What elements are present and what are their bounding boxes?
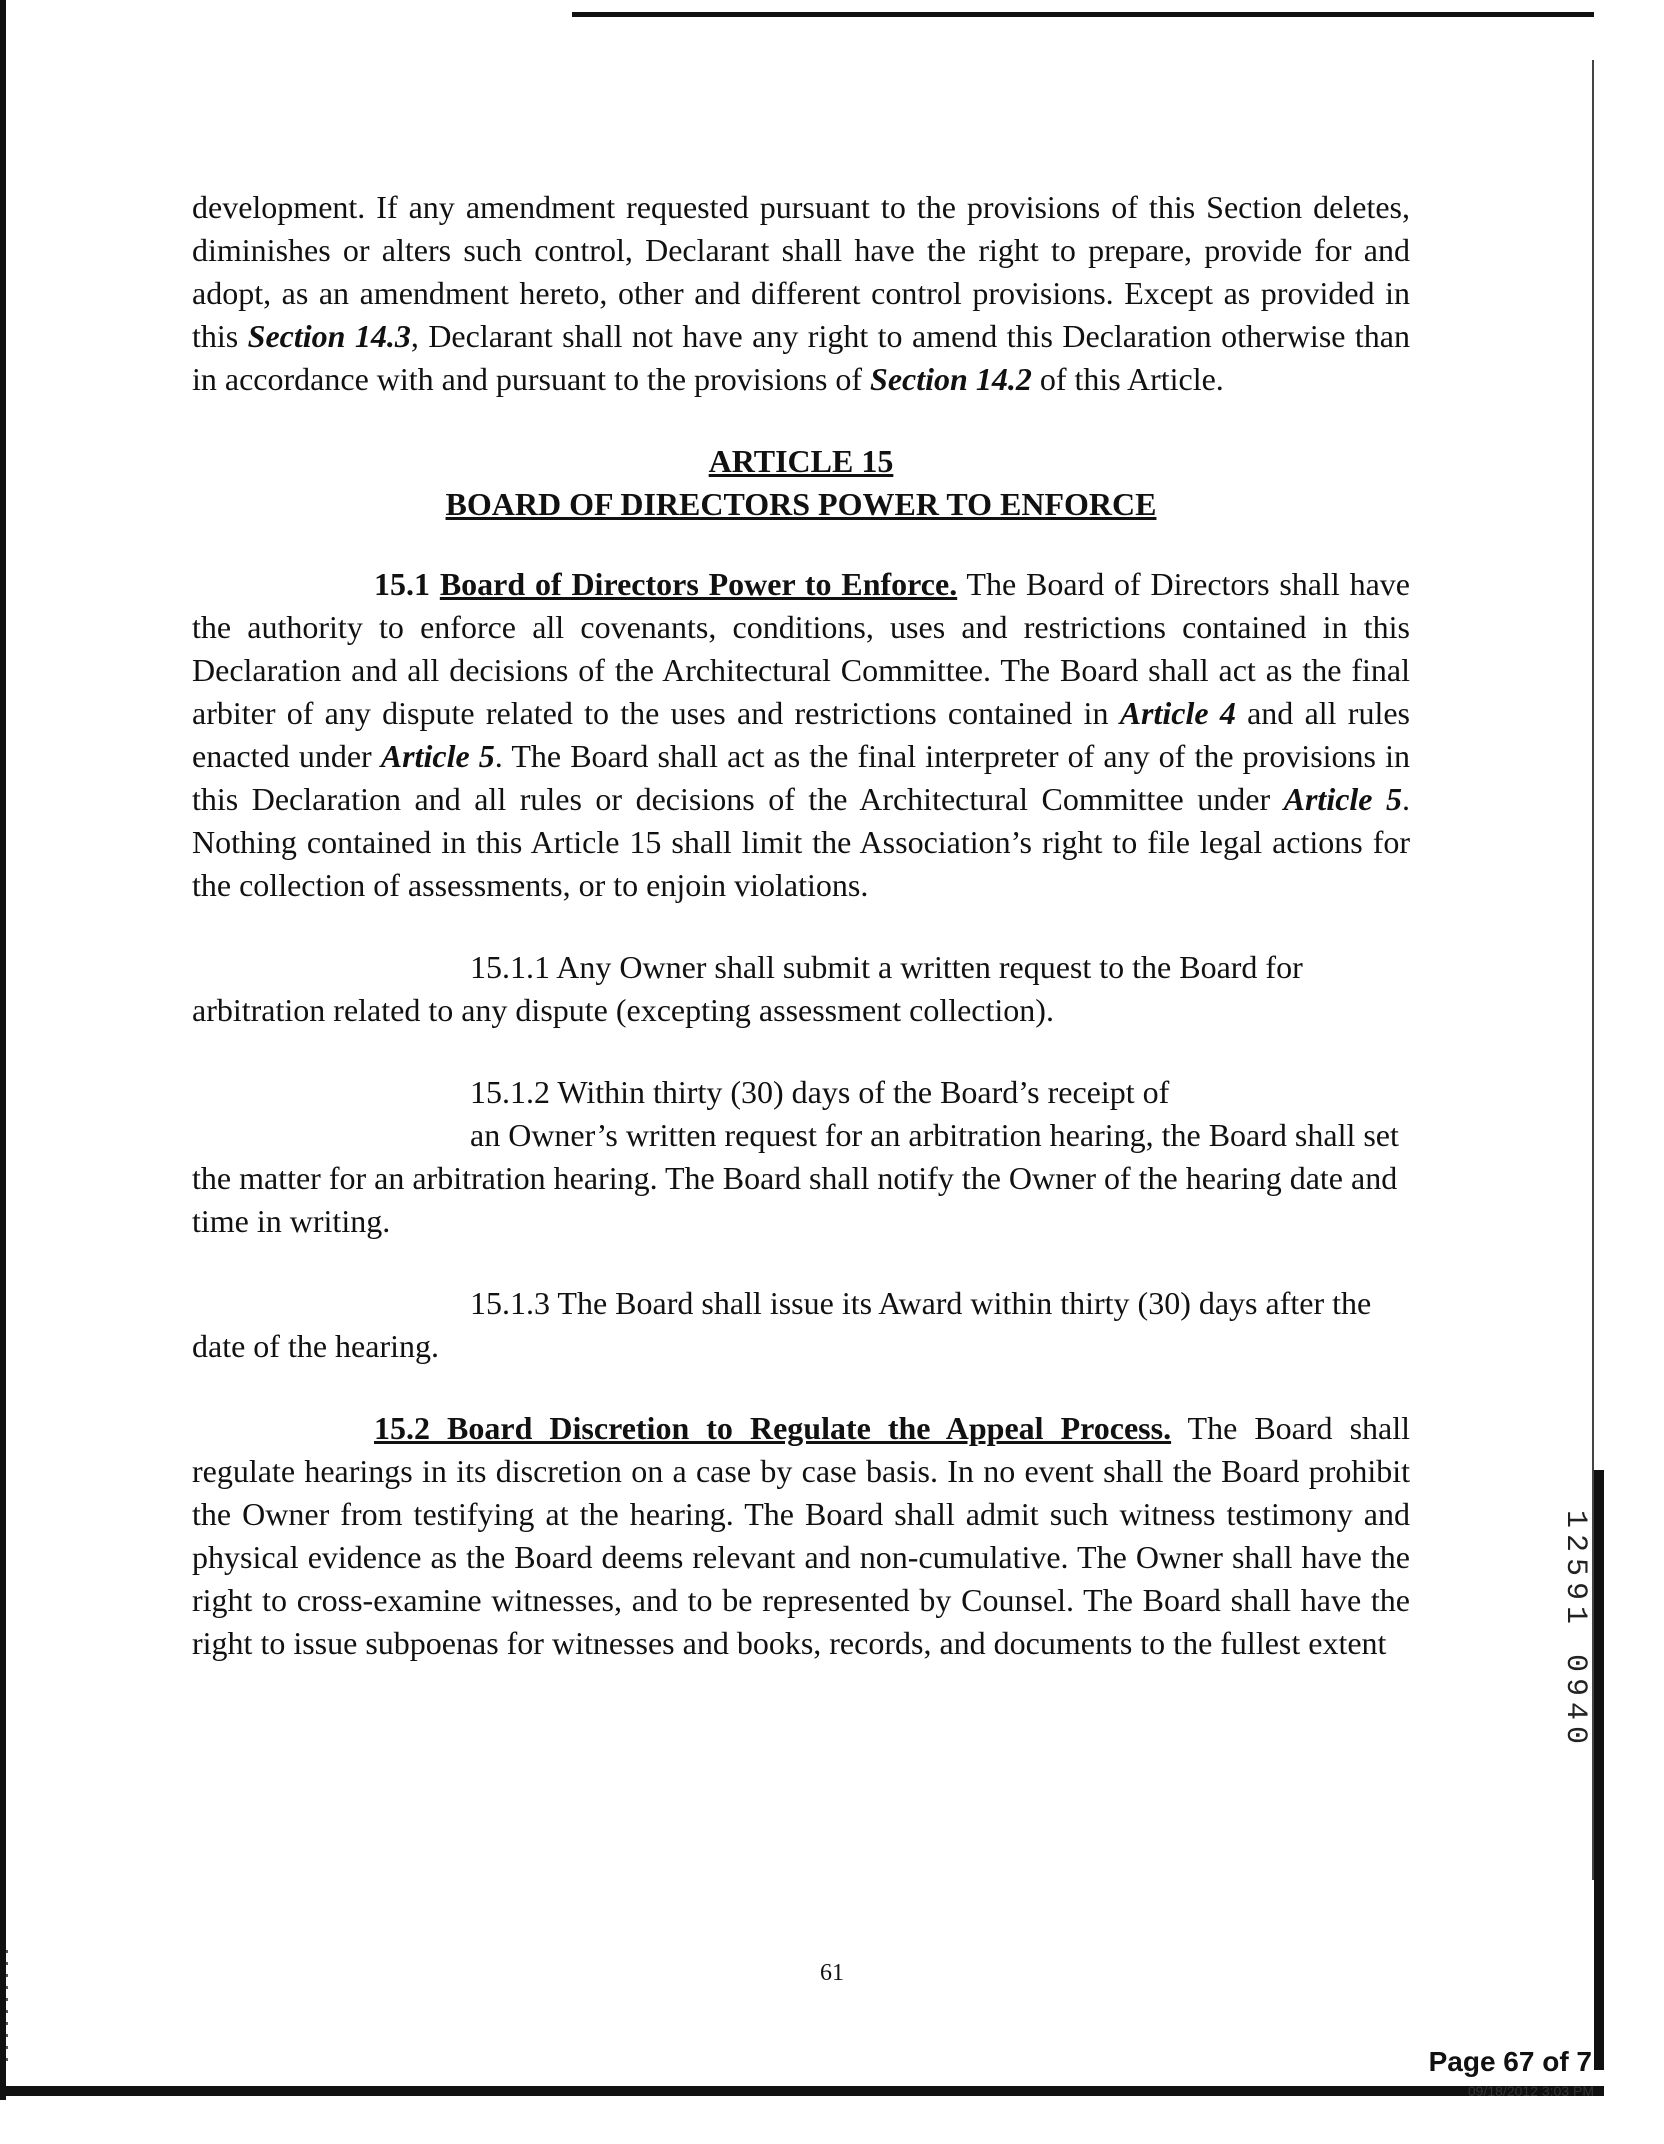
article-reference: Article 5	[380, 738, 495, 774]
section-number: 15.1	[374, 566, 430, 602]
text: and all rules enacted under	[192, 695, 1411, 774]
text: development. If any amendment requested pursuant to the provisions of this Section deletes, diminishes or alters such control, Declarant shall have the right to prepare, provide for and adopt, as an amendment hereto, other and different control provisions. Except as provided in this	[192, 189, 1410, 354]
section-title: Board of Directors Power to Enforce.	[439, 566, 958, 602]
page-number: 61	[820, 1960, 844, 1986]
section-15-1-2-first-line: 15.1.2 Within thirty (30) days of the Board’s receipt of	[470, 1074, 1170, 1110]
section-reference: Section 14.3	[247, 318, 411, 354]
scan-border-bottom	[6, 2086, 1604, 2096]
section-title: 15.2 Board Discretion to Regulate the Appeal Process.	[374, 1410, 1172, 1446]
page-count-stamp: Page 67 of 7	[1428, 2046, 1592, 2077]
recording-number: 12591 0940	[1558, 1510, 1592, 1751]
timestamp-stamp: 09/18/2012 3:03 PM	[1467, 2083, 1594, 2099]
paragraph-continuation	[192, 186, 1410, 401]
article-reference: Article 4	[1119, 695, 1236, 731]
scan-border-top	[572, 12, 1594, 17]
article-reference: Article 5	[1283, 781, 1403, 817]
text: . Nothing contained in this Article 15 shall limit the Association’s right to file legal actions for the collection of assessments, or to enjoin violations.	[192, 781, 1411, 903]
section-reference: Section 14.2	[870, 361, 1032, 397]
text: The Board shall regulate hearings in its discretion on a case by case basis. In no event shall the Board prohibit the Owner from testifying at the hearing. The Board shall admit such witness testimony and physical evidence as the Board deems relevant and non-cumulative. The Owner shall have the right to cross-examine witnesses, and to be represented by Counsel. The Board shall have the right to issue subpoenas for witnesses and books, records, and documents to the fullest extent	[192, 1410, 1411, 1661]
section-15-1-2: an Owner’s written request for an arbitration hearing, the Board shall set the matter for an arbitration hearing. The Board shall notify the Owner of the hearing date and time in writing.	[192, 1117, 1399, 1239]
text: , Declarant shall not have any right to amend this Declaration otherwise than in accordance with and pursuant to the provisions of	[192, 318, 1411, 397]
document-body	[192, 186, 1410, 1665]
text: The Board of Directors shall have the authority to enforce all covenants, conditions, uses and restrictions contained in this Declaration and all decisions of the Architectural Committee. The Board shall act as the final arbiter of any dispute related to the uses and restrictions contained in	[192, 566, 1410, 731]
section-15-1-3: 15.1.3 The Board shall issue its Award within thirty (30) days after the date of the hearing.	[192, 1285, 1372, 1364]
section-15-2	[192, 1407, 1410, 1665]
scan-border-left	[0, 0, 6, 2100]
section-15-1-1: 15.1.1 Any Owner shall submit a written request to the Board for arbitration related to any dispute (excepting assessment collection).	[192, 949, 1303, 1028]
article-title: BOARD OF DIRECTORS POWER TO ENFORCE	[445, 486, 1157, 522]
text: of this Article.	[1031, 361, 1224, 397]
text: . The Board shall act as the final interpreter of any of the provisions in this Declaration and all rules or decisions of the Architectural Committee under	[192, 738, 1411, 817]
article-number: ARTICLE 15	[708, 443, 894, 479]
section-15-1	[192, 563, 1410, 907]
